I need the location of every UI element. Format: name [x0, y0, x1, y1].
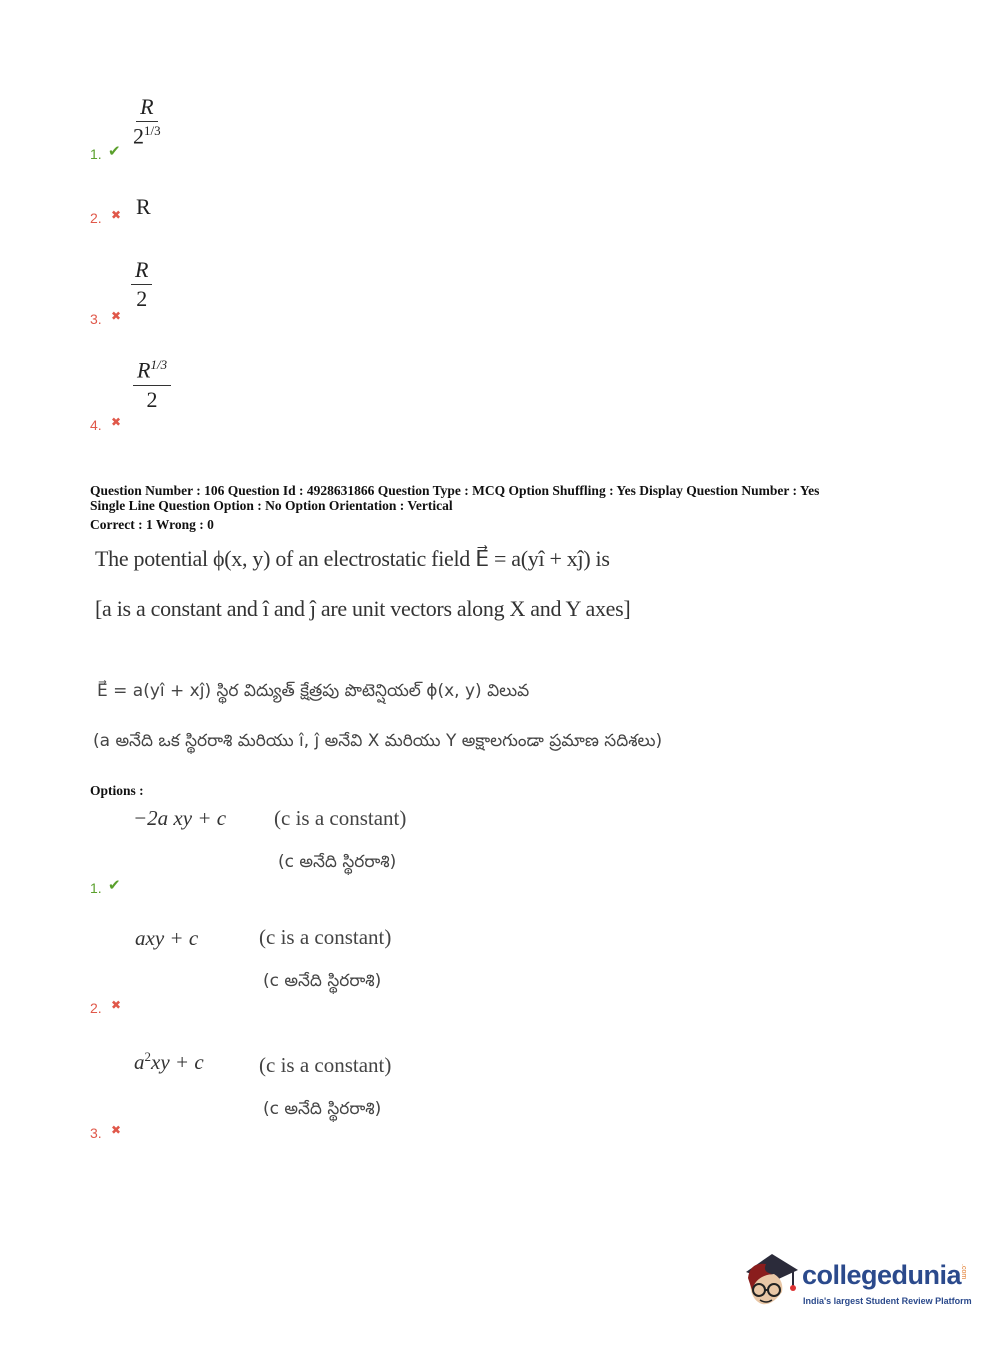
meta-line-1: Question Number : 106 Question Id : 4928631866 Question Type : MCQ Option Shuffling : Yes Display Question Number : Yes [90, 483, 820, 498]
option-number: 1. [90, 146, 102, 162]
option-number: 2. [90, 1000, 102, 1016]
question-te-line-1: E⃗ = a(yî + xĵ) స్థిర విద్యుత్ క్షేత్రపు పొటెన్షియల్ ϕ(x, y) విలువ [97, 681, 530, 701]
cross-icon: ✖ [111, 998, 122, 1012]
option-note-en: (c is a constant) [274, 806, 407, 830]
fraction: $\frac{R^{1/3}}{2}$ [133, 358, 171, 412]
option-note-en: (c is a constant) [259, 925, 392, 949]
option-note-te: (c అనేది స్థిరరాశి) [263, 971, 382, 991]
option-note-en: (c is a constant) [259, 1053, 392, 1077]
option-expression: axy + c [135, 926, 199, 950]
option-expression: −2a xy + c [133, 806, 227, 830]
option-note-te: (c అనేది స్థిరరాశి) [278, 852, 397, 872]
cross-icon: ✖ [111, 208, 122, 222]
question-en-line-2: [a is a constant and î and ĵ are unit vectors along X and Y axes] [95, 596, 631, 621]
mascot-icon [742, 1250, 800, 1312]
option-number: 3. [90, 1125, 102, 1141]
option-number: 3. [90, 311, 102, 327]
option-expression: $a^2xy + c$ [134, 1049, 204, 1074]
option-text: R [136, 194, 151, 219]
collegedunia-logo [742, 1250, 972, 1320]
check-icon: ✔ [108, 142, 121, 160]
brand-suffix: .com [960, 1264, 967, 1280]
option-number: 1. [90, 880, 102, 896]
question-en-line-1: The potential ϕ(x, y) of an electrostatic field E⃗ = a(yî + xĵ) is [95, 546, 610, 571]
cross-icon: ✖ [111, 1123, 122, 1137]
cross-icon: ✖ [111, 309, 122, 323]
brand-name: collegedunia [802, 1260, 962, 1290]
option-number: 2. [90, 210, 102, 226]
check-icon: ✔ [108, 876, 121, 894]
fraction: $\frac{R}{2}$ [131, 258, 152, 311]
option-note-te: (c అనేది స్థిరరాశి) [263, 1099, 382, 1119]
meta-line-2: Single Line Question Option : No Option Orientation : Vertical [90, 498, 453, 513]
brand-tagline: India's largest Student Review Platform [803, 1296, 972, 1306]
meta-line-3: Correct : 1 Wrong : 0 [90, 517, 214, 532]
fraction: $\frac{R}{2^{1/3}}$ [133, 94, 161, 149]
question-te-line-2: (a అనేది ఒక స్థిరరాశి మరియు î, ĵ అనేవి X మరియు Y అక్షాలగుండా ప్రమాణ సదిశలు) [93, 731, 663, 751]
options-label: Options : [90, 783, 144, 798]
question-meta [90, 483, 819, 532]
option-number: 4. [90, 417, 102, 433]
cross-icon: ✖ [111, 415, 122, 429]
